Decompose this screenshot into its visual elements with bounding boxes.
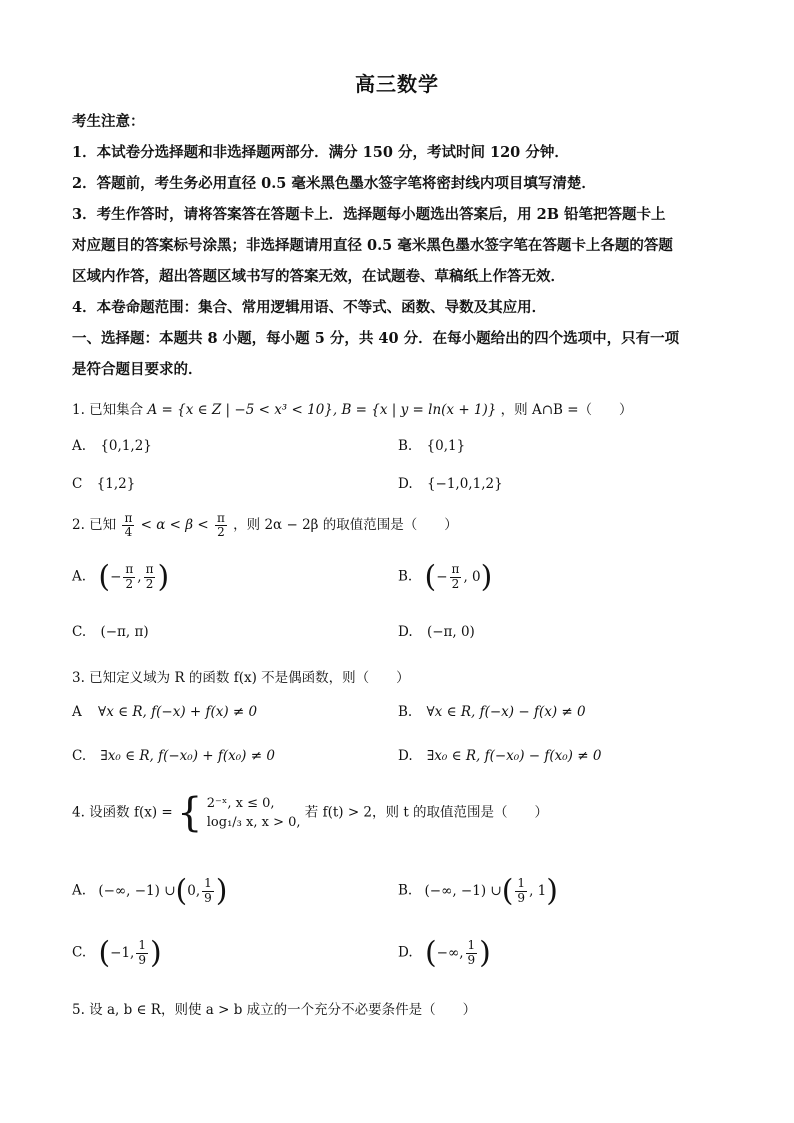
- option-label: D.: [398, 748, 413, 764]
- option-label: C.: [72, 748, 87, 764]
- question-1-option-c[interactable]: [72, 476, 135, 492]
- option-value: {1,2}: [96, 476, 136, 492]
- option-label: A: [72, 704, 82, 720]
- question-2-option-d[interactable]: [398, 624, 475, 640]
- option-value: ∃x₀ ∈ R, f(−x₀) − f(x₀) ≠ 0: [426, 748, 602, 764]
- question-1-option-d[interactable]: [398, 476, 503, 492]
- question-1-suffix: ，则 A∩B =（ ）: [500, 402, 633, 418]
- option-label: A.: [72, 438, 87, 454]
- option-label: B.: [398, 704, 413, 720]
- option-value: ∃x₀ ∈ R, f(−x₀) + f(x₀) ≠ 0: [100, 748, 275, 764]
- notice-item-3-line-2: 对应题目的答案标号涂黑；非选择题请用直径 0.5 毫米黑色墨水签字笔在答题卡上各题的答题: [72, 237, 673, 254]
- option-label: B.: [398, 882, 413, 899]
- question-2-prefix: 2. 已知: [72, 517, 117, 534]
- question-2-condition: < α < β <: [140, 517, 209, 534]
- piecewise-cases: 2⁻ˣ, x ≤ 0, log₁/₃ x, x > 0,: [206, 795, 301, 830]
- option-value: (−∞, −1) ∪(0, $\frac{1}{9}$ ): [98, 873, 228, 908]
- question-3-option-c[interactable]: [72, 748, 275, 764]
- option-label: D.: [398, 624, 413, 640]
- option-value: (− $\frac{\pi}{2}$ , $\frac{\pi}{2}$ ): [98, 559, 170, 594]
- question-4-option-b[interactable]: [398, 873, 558, 908]
- question-1: [72, 398, 633, 418]
- fraction: $\frac{\pi}{4}$: [124, 511, 133, 540]
- option-value: {−1,0,1,2}: [426, 476, 503, 492]
- option-value: (−∞, −1) ∪( $\frac{1}{9}$ , 1): [424, 873, 558, 908]
- fraction: $\frac{\pi}{2}$: [216, 511, 225, 540]
- question-4: [72, 790, 549, 836]
- option-value: (−1, $\frac{1}{9}$ ): [98, 935, 162, 970]
- question-1-set-b: , B = {x | y = ln(x + 1)}: [332, 402, 497, 418]
- question-2-option-a[interactable]: [72, 559, 170, 594]
- notice-item-3-line-1: 3．考生作答时，请将答案答在答题卡上．选择题每小题选出答案后，用 2B 铅笔把答题卡上: [72, 206, 666, 223]
- section-heading-line-2: 是符合题目要求的．: [72, 361, 203, 378]
- option-label: B.: [398, 568, 413, 585]
- question-2-option-b[interactable]: [398, 559, 493, 594]
- question-1-set-a: A = {x ∈ Z | −5 < x³ < 10}: [147, 402, 333, 418]
- option-label: C: [72, 476, 83, 492]
- question-4-prefix: 4. 设函数 f(x) =: [72, 804, 173, 821]
- question-5: 5. 设 a, b ∈ R，则使 a > b 成立的一个充分不必要条件是（ ）: [72, 1002, 477, 1018]
- option-value: (−π, 0): [426, 624, 475, 640]
- option-label: A.: [72, 882, 87, 899]
- section-heading-line-1: 一、选择题：本题共 8 小题，每小题 5 分，共 40 分．在每小题给出的四个选项中，只有一项: [72, 330, 680, 347]
- question-1-option-b[interactable]: [398, 438, 465, 454]
- option-value: ∀x ∈ R, f(−x) − f(x) ≠ 0: [426, 704, 586, 720]
- question-2-suffix: ，则 2α − 2β 的取值范围是（ ）: [233, 517, 458, 534]
- piecewise-brace: {: [177, 790, 203, 836]
- option-label: C.: [72, 944, 87, 961]
- question-3-option-b[interactable]: [398, 704, 586, 720]
- question-4-option-a[interactable]: [72, 873, 228, 908]
- question-1-prefix: 1. 已知集合: [72, 402, 144, 418]
- question-3-option-a[interactable]: [72, 704, 257, 720]
- question-4-suffix: 若 f(t) > 2，则 t 的取值范围是（ ）: [304, 804, 549, 821]
- option-label: B.: [398, 438, 413, 454]
- notice-item-2: 2．答题前，考生务必用直径 0.5 毫米黑色墨水签字笔将密封线内项目填写清楚．: [72, 175, 596, 192]
- page-title: 高三数学: [355, 72, 439, 96]
- question-2: [72, 512, 458, 539]
- option-label: D.: [398, 476, 413, 492]
- question-3: 3. 已知定义域为 R 的函数 f(x) 不是偶函数，则（ ）: [72, 670, 410, 686]
- question-3-option-d[interactable]: [398, 748, 601, 764]
- option-value: {0,1}: [426, 438, 466, 454]
- notice-heading: 考生注意：: [72, 113, 145, 130]
- notice-item-3-line-3: 区域内作答，超出答题区域书写的答案无效，在试题卷、草稿纸上作答无效．: [72, 268, 565, 285]
- question-2-option-c[interactable]: [72, 624, 149, 640]
- option-value: (−∞, $\frac{1}{9}$ ): [424, 935, 491, 970]
- option-value: (− $\frac{\pi}{2}$ , 0): [424, 559, 493, 594]
- question-1-option-a[interactable]: [72, 438, 152, 454]
- option-value: (−π, π): [100, 624, 149, 640]
- notice-item-4: 4．本卷命题范围：集合、常用逻辑用语、不等式、函数、导数及其应用．: [72, 299, 547, 316]
- option-value: {0,1,2}: [100, 438, 152, 454]
- question-4-option-c[interactable]: [72, 935, 162, 970]
- option-value: ∀x ∈ R, f(−x) + f(x) ≠ 0: [98, 704, 258, 720]
- notice-item-1: 1．本试卷分选择题和非选择题两部分．满分 150 分，考试时间 120 分钟．: [72, 144, 569, 161]
- option-label: D.: [398, 944, 413, 961]
- option-label: C.: [72, 624, 87, 640]
- option-label: A.: [72, 568, 87, 585]
- question-4-option-d[interactable]: [398, 935, 491, 970]
